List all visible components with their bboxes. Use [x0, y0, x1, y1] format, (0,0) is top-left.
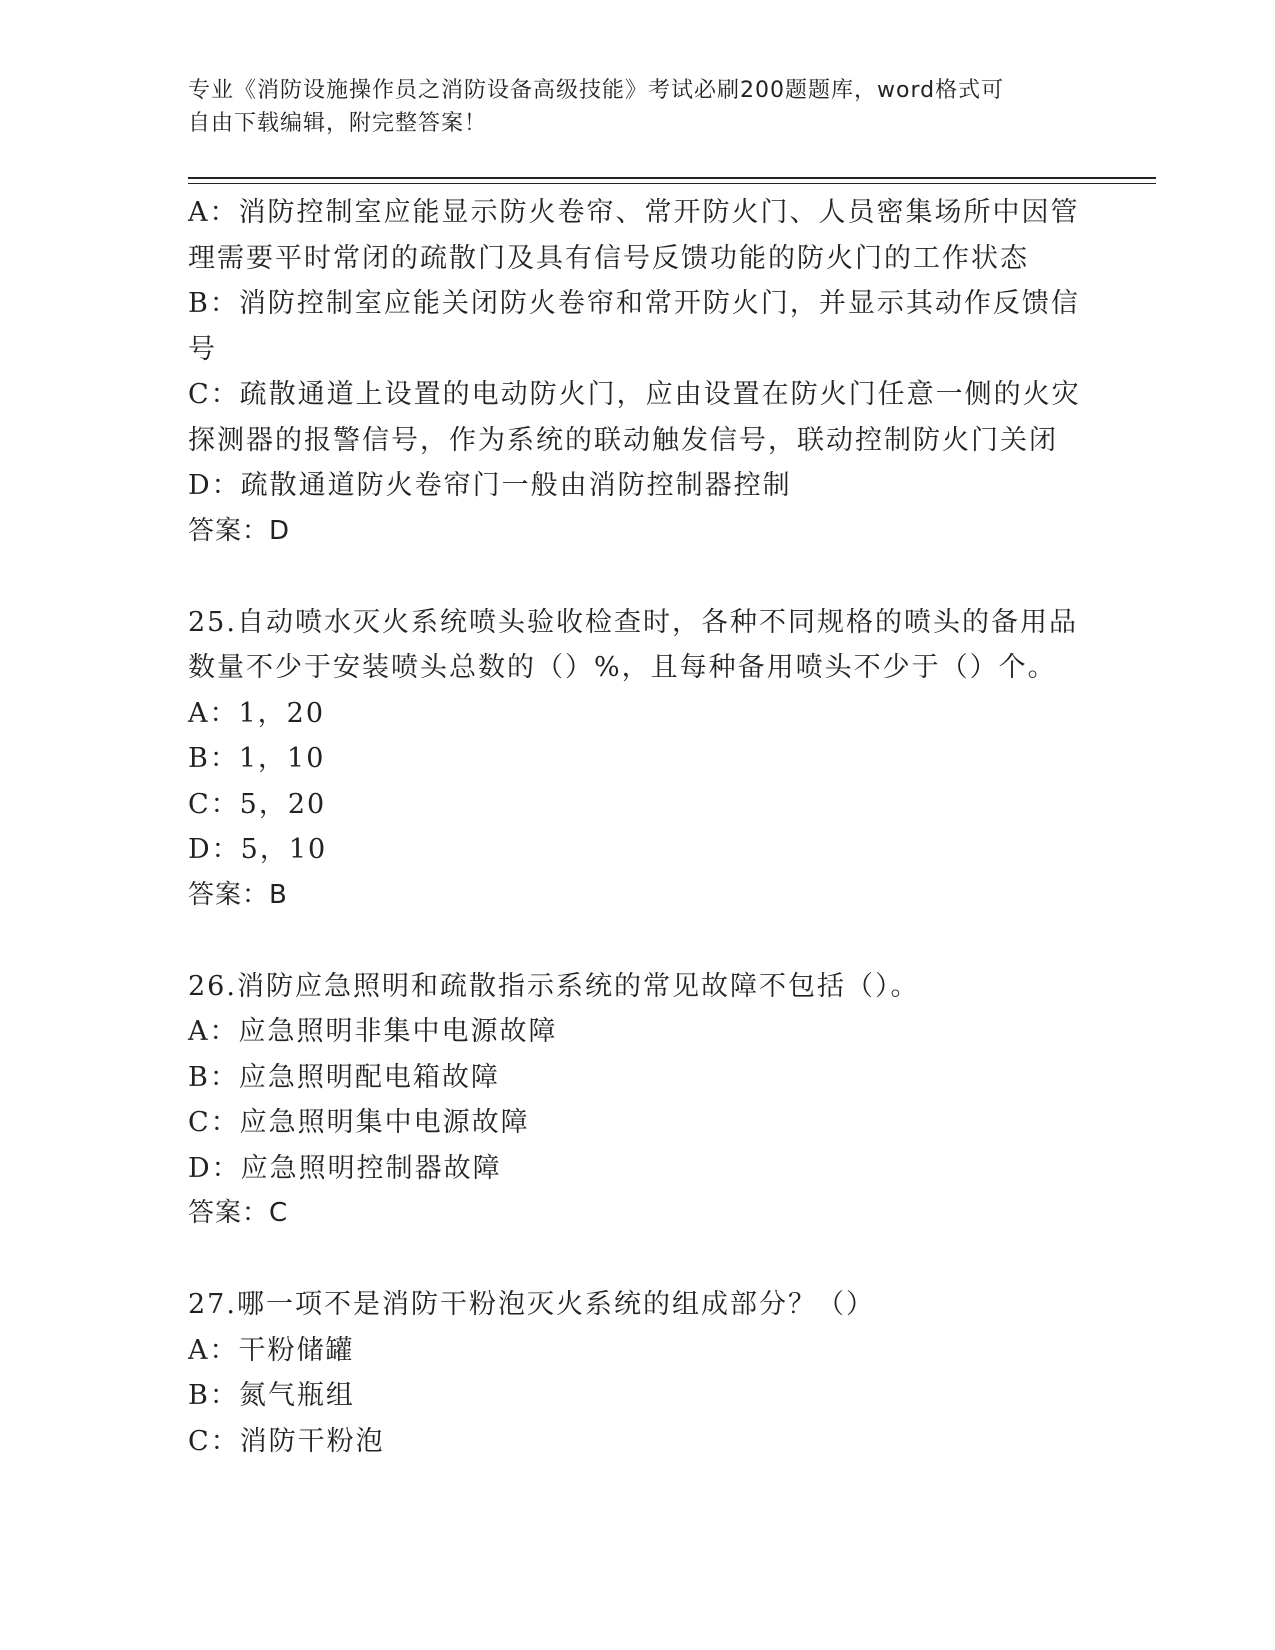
option-a-line-2: 理需要平时常闭的疏散门及具有信号反馈功能的防火门的工作状态: [188, 242, 1029, 274]
option-a-line-1: A：消防控制室应能显示防火卷帘、常开防火门、人员密集场所中因管: [188, 197, 1080, 228]
header-line-1: 专业《消防设施操作员之消防设备高级技能》考试必刷200题题库，word格式可: [188, 78, 1005, 103]
header-divider-thick: [188, 177, 1156, 179]
question-24-block: [188, 190, 1088, 554]
question-stem-line-2: 数量不少于安装喷头总数的（）%，且每种备用喷头不少于（）个。: [188, 652, 1057, 683]
question-stem: 27.哪一项不是消防干粉泡灭火系统的组成部分？（）: [188, 1289, 875, 1320]
document-header: [188, 74, 1068, 140]
question-content: [188, 190, 1088, 1464]
question-stem-line-1: 25.自动喷水灭火系统喷头验收检查时，各种不同规格的喷头的备用品: [188, 606, 1078, 638]
header-line-2: 自由下载编辑，附完整答案！: [188, 111, 488, 136]
option-c: C：消防干粉泡: [188, 1425, 385, 1457]
option-c-line-2: 探测器的报警信号，作为系统的联动触发信号，联动控制防火门关闭: [188, 424, 1058, 456]
option-d: D：5，10: [188, 834, 328, 865]
option-b-line-2: 号: [188, 333, 217, 365]
spacer: [188, 918, 1088, 964]
option-b: B：1，10: [188, 743, 326, 774]
spacer: [188, 1237, 1088, 1283]
option-a: A：1，20: [188, 697, 326, 729]
question-27-block: [188, 1282, 1088, 1464]
option-a: A：应急照明非集中电源故障: [188, 1016, 558, 1047]
question-25-block: [188, 600, 1088, 919]
question-stem: 26.消防应急照明和疏散指示系统的常见故障不包括（）。: [188, 970, 920, 1002]
option-b: B：应急照明配电箱故障: [188, 1061, 500, 1093]
option-b-line-1: B：消防控制室应能关闭防火卷帘和常开防火门，并显示其动作反馈信: [188, 288, 1080, 319]
option-a: A：干粉储罐: [188, 1334, 355, 1366]
question-26-block: [188, 964, 1088, 1237]
option-c: C：5，20: [188, 788, 327, 820]
option-d: D：应急照明控制器故障: [188, 1152, 502, 1184]
answer-label: 答案：D: [188, 515, 291, 546]
option-c: C：应急照明集中电源故障: [188, 1107, 530, 1138]
answer-label: 答案：B: [188, 879, 288, 910]
option-b: B：氮气瓶组: [188, 1380, 355, 1411]
option-c-line-1: C：疏散通道上设置的电动防火门，应由设置在防火门任意一侧的火灾: [188, 379, 1081, 410]
option-d: D：疏散通道防火卷帘门一般由消防控制器控制: [188, 470, 792, 501]
answer-label: 答案：C: [188, 1198, 289, 1228]
spacer: [188, 554, 1088, 600]
header-divider-thin: [188, 183, 1156, 184]
